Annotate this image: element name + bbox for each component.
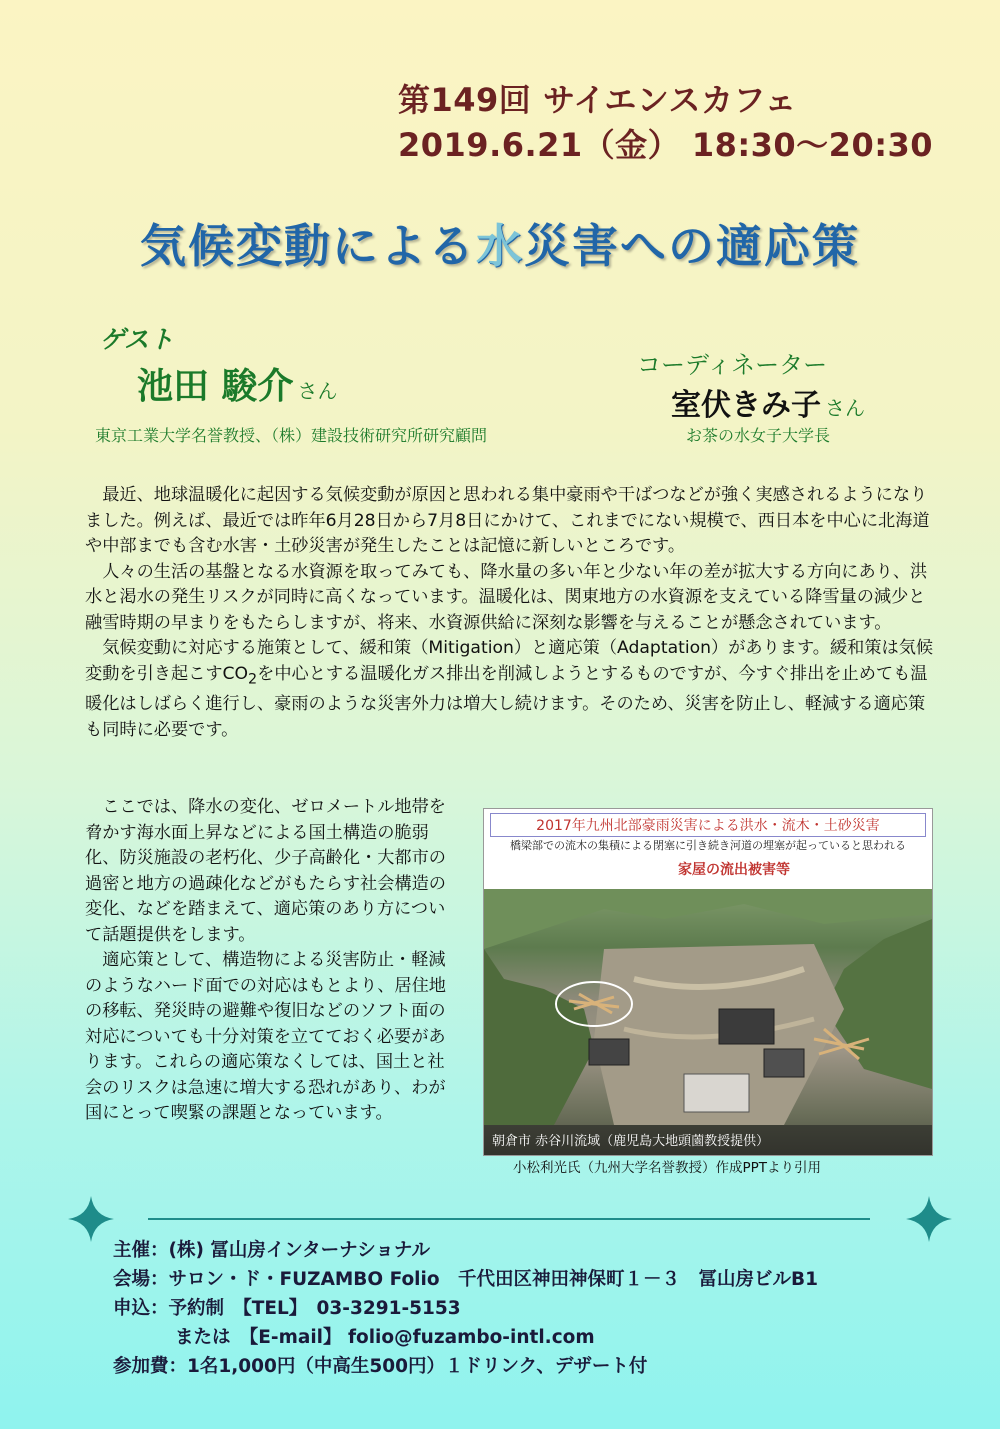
event-title: 第149回 サイエンスカフェ [398,81,797,119]
event-info [113,1236,818,1381]
info-venue: 会場：サロン・ド・FUZAMBO Folio 千代田区神田神保町１－３ 冨山房ビルB1 [113,1269,819,1290]
photo-label: 家屋の流出被害等 [678,862,790,878]
main-title [0,210,1000,276]
main-title-highlight: 水 [476,219,524,273]
guest-suffix: さん [297,379,338,403]
guest-name: 池田 駿介 [137,366,294,407]
side-text [85,795,460,1127]
body-paragraph-3b: を中心とする温暖化ガス排出を削減しようとするものですが、今すぐ排出を止めても温暖化はしばらく進行し、豪雨のような災害外力は増大し続けます。そのため、災害を防止し、軽減する適応策も同時に必要です。 [85,663,928,740]
body-text [85,483,940,743]
main-title-after: 災害への適応策 [524,219,860,273]
photo-credit: 小松利光氏（九州大学名誉教授）作成PPTより引用 [513,1160,822,1176]
coordinator-affiliation: お茶の水女子大学長 [686,426,831,445]
body-paragraph-4: ここでは、降水の変化、ゼロメートル地帯を脅かす海水面上昇などによる国土構造の脆弱化、防災施設の老朽化、少子高齢化・大都市の過密と地方の過疎化などがもたらす社会構造の変化、などを踏まえて、適応策のあり方について話題提供をします。 [85,797,446,945]
photo-title: 2017年九州北部豪雨災害による洪水・流木・土砂災害 [490,813,926,837]
flood-photo [483,808,933,1156]
event-date: 2019.6.21（金） 18:30～20:30 [398,126,934,164]
photo-subtitle: 橋梁部での流木の集積による閉塞に引き続き河道の埋塞が起っていると思われる [510,839,906,852]
coordinator-suffix: さん [825,396,865,420]
body-paragraph-3a: 気候変動に対応する施策として、緩和策（Mitigation）と適応策（Adaptation）があります。緩和策は気候変動を引き起こすCO [85,638,934,684]
sparkle-icon-left [68,1196,114,1242]
info-fee: 参加費：1名1,000円（中高生500円）１ドリンク、デザート付 [113,1356,648,1377]
body-paragraph-2: 人々の生活の基盤となる水資源を取ってみても、降水量の多い年と少ない年の差が拡大する方向にあり、洪水と渇水の発生リスクが同時に高くなっています。温暖化は、関東地方の水資源を支えている降雪量の減少と融雪時期の早まりをもたらしますが、将来、水資源供給に深刻な影響を与えることが懸念されています。 [85,561,928,633]
guest-affiliation: 東京工業大学名誉教授、（株）建設技術研究所研究顧問 [95,426,488,445]
coordinator-role: コーディネーター [637,351,828,379]
info-apply: 申込：予約制 【TEL】 03-3291-5153 [113,1298,461,1319]
coordinator-name-block [671,380,865,424]
info-organizer: 主催：(株) 冨山房インターナショナル [113,1240,430,1261]
divider [148,1218,870,1220]
coordinator-name: 室伏きみ子 [671,388,821,423]
body-paragraph-5: 適応策として、構造物による災害防止・軽減のようなハード面での対応はもとより、居住地の移転、発災時の避難や復旧などのソフト面の対応についても十分対策を立てておく必要があります。これらの適応策なくしては、国土と社会のリスクは急速に増大する恐れがあり、わが国にとって喫緊の課題となっています。 [85,950,446,1123]
flood-scene-illustration [484,889,932,1125]
body-paragraph-1: 最近、地球温暖化に起因する気候変動が原因と思われる集中豪雨や干ばつなどが強く実感されるようになりました。例えば、最近では昨年6月28日から7月8日にかけて、これまでにない規模で、西日本を中心に北海道や中部までも含む水害・土砂災害が発生したことは記憶に新しいところです。 [85,485,930,556]
guest-role: ゲスト [100,325,175,354]
photo-caption: 朝倉市 赤谷川流域（鹿児島大地頭薗教授提供） [492,1134,770,1149]
body-paragraph-3 [85,636,940,743]
main-title-before: 気候変動による [140,219,476,273]
co2-subscript: 2 [248,670,258,687]
guest-name-block [137,358,338,409]
info-apply-email: または 【E-mail】 folio@fuzambo-intl.com [175,1327,595,1348]
sparkle-icon-right [906,1196,952,1242]
